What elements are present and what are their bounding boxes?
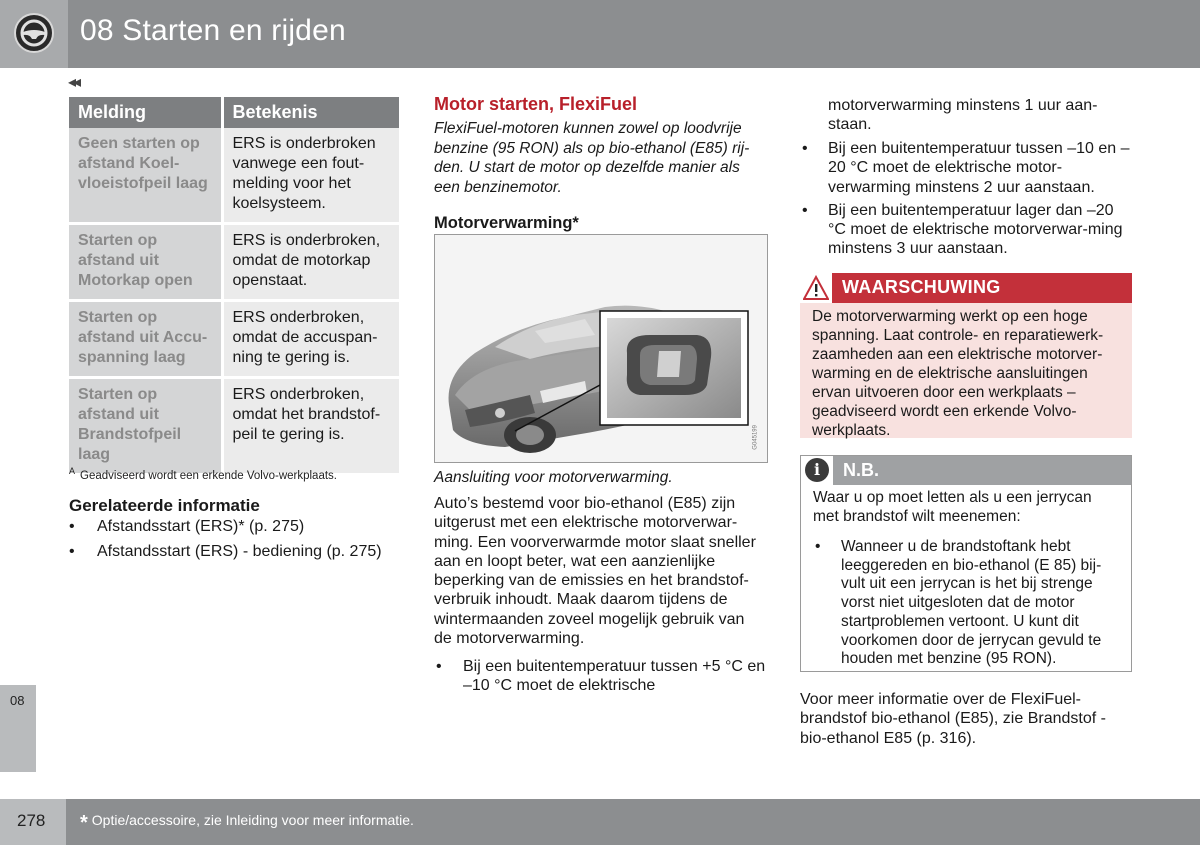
section-intro: FlexiFuel-motoren kunnen zowel op loodvrije benzine (95 RON) als op bio-ethanol (E85) rij-den. U start de motor op dezelfde manier als een benzinemotor. [434, 120, 750, 196]
note-list [801, 526, 1131, 669]
body-paragraph: Auto’s bestemd voor bio-ethanol (E85) zijn uitgerust met een elektrische motorverwar-ming. Een voorverwarmde motor slaat sneller aan en loopt beter, wat een aanzienlijke beperking van de emissies en het brandstof-verbruik inhoudt. Maak daarom tijdens de wintermaanden zoveel mogelijk gebruik van de motorverwarming. [434, 495, 756, 648]
table-cell-melding: Starten op afstand uit Accu-spanning laag [69, 301, 222, 378]
footer-note [80, 812, 414, 835]
footnote-text: Geadviseerd wordt een erkende Volvo-werkplaats. [80, 469, 337, 482]
message-table [69, 97, 399, 476]
table-cell-betekenis: ERS is onderbroken vanwege een fout-melding voor het koelsysteem. [222, 128, 399, 224]
page-footer [0, 799, 1200, 845]
page-number-box [0, 799, 66, 845]
warning-box [800, 273, 1132, 438]
continued-text: motorverwarming minstens 1 uur aan-staan. [828, 97, 1098, 134]
chapter-side-tab [0, 685, 36, 772]
temperature-list-continued [800, 139, 1132, 263]
warning-header [800, 273, 1132, 303]
table-row [69, 378, 399, 475]
note-text: Waar u op moet letten als u een jerrycan met brandstof wilt meenemen: [813, 489, 1092, 525]
temperature-list [434, 657, 766, 696]
list-item: • Wanneer u de brandstoftank hebt leeggereden en bio-ethanol (E 85) bij-vult uit een jerrycan is het bij strenge vorst niet uitgesloten dat de motor startproblemen vertoont. U kunt dit voorkomen door de jerrycan gevuld te houden met benzine (95 RON). [813, 538, 1119, 669]
related-info-title: Gerelateerde informatie [69, 496, 260, 515]
table-cell-betekenis: ERS onderbroken, omdat het brandstof-peil te gering is. [222, 378, 399, 475]
figure-code: G045199 [753, 425, 759, 450]
column-header-melding: Melding [69, 97, 222, 128]
warning-title: WAARSCHUWING [842, 277, 1001, 297]
table-footnote [69, 466, 337, 482]
related-info-list [69, 514, 382, 564]
warning-triangle-icon [800, 273, 832, 303]
subsection-title: Motorverwarming* [434, 214, 579, 232]
figure-caption: Aansluiting voor motorverwarming. [434, 469, 673, 486]
footer-note-text: Optie/accessoire, zie Inleiding voor meer informatie. [91, 812, 414, 828]
table-row [69, 224, 399, 301]
info-glyph: i [805, 458, 829, 482]
list-item: • Bij een buitentemperatuur lager dan –20 °C moet de elektrische motorverwar-ming minstens 3 uur aanstaan. [800, 201, 1132, 259]
page-number: 278 [17, 811, 46, 830]
more-info-paragraph: Voor meer informatie over de FlexiFuel-brandstof bio-ethanol (E85), zie Brandstof - bio-ethanol E85 (p. 316). [800, 691, 1106, 747]
table-cell-melding: Starten op afstand uit Motorkap open [69, 224, 222, 301]
section-title: Motor starten, FlexiFuel [434, 94, 638, 114]
column-header-betekenis: Betekenis [222, 97, 399, 128]
list-item: • Bij een buitentemperatuur tussen +5 °C en –10 °C moet de elektrische [434, 657, 766, 696]
table-cell-betekenis: ERS onderbroken, omdat de accuspan-ning te gering is. [222, 301, 399, 378]
table-header-row [69, 97, 399, 128]
car-illustration [435, 235, 768, 463]
steering-wheel-icon [14, 13, 54, 53]
related-link[interactable]: • Afstandsstart (ERS)* (p. 275) [69, 514, 382, 539]
table-row [69, 128, 399, 224]
page-header [0, 0, 1200, 68]
asterisk-marker: * [80, 812, 88, 834]
middle-column [434, 94, 764, 233]
chapter-number: 08 [10, 693, 25, 708]
chapter-icon-box [0, 0, 68, 68]
footnote-marker: A [69, 466, 76, 476]
table-cell-melding: Starten op afstand uit Brandstofpeil laag [69, 378, 222, 475]
related-link[interactable]: • Afstandsstart (ERS) - bediening (p. 275) [69, 539, 382, 564]
note-header [801, 456, 1131, 485]
engine-heater-figure [434, 234, 768, 463]
table-cell-melding: Geen starten op afstand Koel-vloeistofpeil laag [69, 128, 222, 224]
table-row [69, 301, 399, 378]
info-icon [801, 456, 833, 485]
list-item: • Bij een buitentemperatuur tussen –10 en –20 °C moet de elektrische motor-verwarming minstens 2 uur aanstaan. [800, 139, 1132, 197]
page-title: 08 Starten en rijden [80, 14, 346, 47]
table-cell-betekenis: ERS is onderbroken, omdat de motorkap openstaat. [222, 224, 399, 301]
note-box [800, 455, 1132, 672]
warning-text: De motorverwarming werkt op een hoge spanning. Laat controle- en reparatiewerk-zaamheden aan een elektrische motorver-warming en de elektrische aansluitingen ervan uitvoeren door een werkplaats – geadviseerd wordt een erkende Volvo-werkplaats. [812, 308, 1104, 439]
note-title: N.B. [843, 460, 879, 480]
back-nav-icon[interactable]: ◂◂ [68, 74, 79, 91]
